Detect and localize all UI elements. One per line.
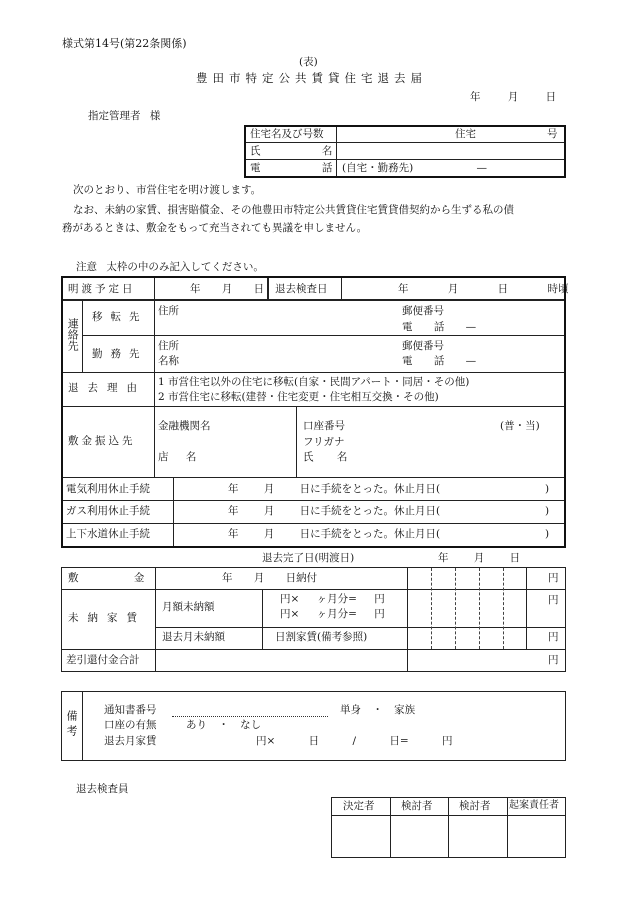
page-title: 豊田市特定公共賃貸住宅退去届 <box>196 71 427 85</box>
work-phone: 電 話 — <box>402 355 477 367</box>
monthly-yen: 円 <box>548 594 559 606</box>
last-month-rent-label: 退去月家賃 <box>104 735 157 747</box>
household-type: 単身 ・ 家族 <box>340 704 416 716</box>
account-type: (普・当) <box>500 420 540 432</box>
contact-label: 連絡先 <box>66 318 80 351</box>
account-existence-options: あり ・ なし <box>186 719 262 731</box>
note-line-1: なお、未納の家賃、損害賠償金、その他豊田市特定公共賃貸住宅賃貸借契約から生ずる私の債 <box>73 204 514 216</box>
account-existence-label: 口座の有無 <box>104 719 157 731</box>
house-suffix: 号 <box>547 128 558 140</box>
remarks-label: 備考 <box>65 710 78 740</box>
inspector-label: 退去検査員 <box>76 783 129 795</box>
gas-label: ガス利用休止手続 <box>66 505 150 517</box>
phone-value: (自宅・勤務先) — <box>342 162 488 174</box>
unpaid-rent-label: 未納家賃 <box>68 612 146 624</box>
monthly-calc-2: 円× ヶ月分= 円 <box>280 608 385 620</box>
account-number: 口座番号 <box>303 420 345 432</box>
holder-name: 氏 名 <box>303 451 348 463</box>
deposit-transfer-label: 敷金振込先 <box>68 435 136 447</box>
monthly-unpaid-label: 月額未納額 <box>162 601 215 613</box>
declaration-line: 次のとおり、市営住宅を明け渡します。 <box>73 184 262 196</box>
electricity-label: 電気利用休止手続 <box>66 483 150 495</box>
house-label: 住宅名及び号数 <box>250 128 324 140</box>
refund-yen: 円 <box>548 654 559 666</box>
move-address: 住所 <box>158 305 179 317</box>
work-name: 名称 <box>158 355 179 367</box>
inspect-date: 年 月 日 時頃 <box>398 283 569 295</box>
work-address: 住所 <box>158 340 179 352</box>
handover-date: 年 月 日 <box>190 283 265 295</box>
note-line-2: 務があるときは、敷金をもって充当されても異議を申しません。 <box>62 222 368 234</box>
gas-close: ) <box>545 505 550 517</box>
house-mid: 住宅 <box>455 128 476 140</box>
water-close: ) <box>545 528 550 540</box>
form-number: 様式第14号(第22条関係) <box>62 37 187 50</box>
inspect-label: 退去検査日 <box>275 283 328 295</box>
approver-reviewer-2: 検討者 <box>459 800 491 812</box>
move-phone: 電 話 — <box>402 321 477 333</box>
approver-drafter: 起案責任者 <box>509 800 559 811</box>
addressee: 指定管理者 様 <box>88 110 161 122</box>
work-label: 勤務先 <box>92 348 148 360</box>
side-label: (表) <box>299 56 318 68</box>
electricity-procedure: 年 月 日に手続をとった。休止月日( <box>228 483 441 495</box>
reason-option-2: 2 市営住宅に移転(建替・住宅変更・住宅相互交換・その他) <box>158 391 439 403</box>
deposit-label: 敷 金 <box>68 572 145 584</box>
deposit-paid-date: 年 月 日納付 <box>222 572 318 584</box>
reason-label: 退去理由 <box>68 382 146 394</box>
lastmonth-unpaid-value: 日割家賃(備考参照) <box>275 631 368 643</box>
work-zip: 郵便番号 <box>402 340 444 352</box>
completion-date: 年 月 日 <box>438 552 521 564</box>
water-procedure: 年 月 日に手続をとった。休止月日( <box>228 528 441 540</box>
fill-note: 注意 太枠の中のみ記入してください。 <box>76 261 264 273</box>
notice-number-line <box>172 716 328 717</box>
electricity-close: ) <box>545 483 550 495</box>
approver-reviewer-1: 検討者 <box>401 800 433 812</box>
monthly-calc-1: 円× ヶ月分= 円 <box>280 593 385 605</box>
move-label: 移転先 <box>92 311 148 323</box>
phone-label: 電 話 <box>250 162 333 174</box>
handover-label: 明渡予定日 <box>68 283 136 295</box>
water-label: 上下水道休止手続 <box>66 528 150 540</box>
last-month-rent-calc: 円× 日 / 日= 円 <box>256 735 453 747</box>
notice-number-label: 通知書番号 <box>104 704 157 716</box>
gas-procedure: 年 月 日に手続をとった。休止月日( <box>228 505 441 517</box>
lastmonth-yen: 円 <box>548 631 559 643</box>
branch-name: 店 名 <box>158 451 197 463</box>
name-label: 氏 名 <box>250 145 333 157</box>
reason-option-1: 1 市営住宅以外の住宅に移転(自家・民間アパート・同居・その他) <box>158 376 470 388</box>
date-line: 年 月 日 <box>470 91 557 103</box>
move-zip: 郵便番号 <box>402 305 444 317</box>
furigana-label: フリガナ <box>303 436 345 448</box>
bank-name: 金融機関名 <box>158 420 211 432</box>
approver-decider: 決定者 <box>343 800 375 812</box>
refund-total-label: 差引還付金合計 <box>66 654 140 666</box>
completion-label: 退去完了日(明渡日) <box>262 552 355 564</box>
lastmonth-unpaid-label: 退去月未納額 <box>162 631 225 643</box>
deposit-yen: 円 <box>548 572 559 584</box>
